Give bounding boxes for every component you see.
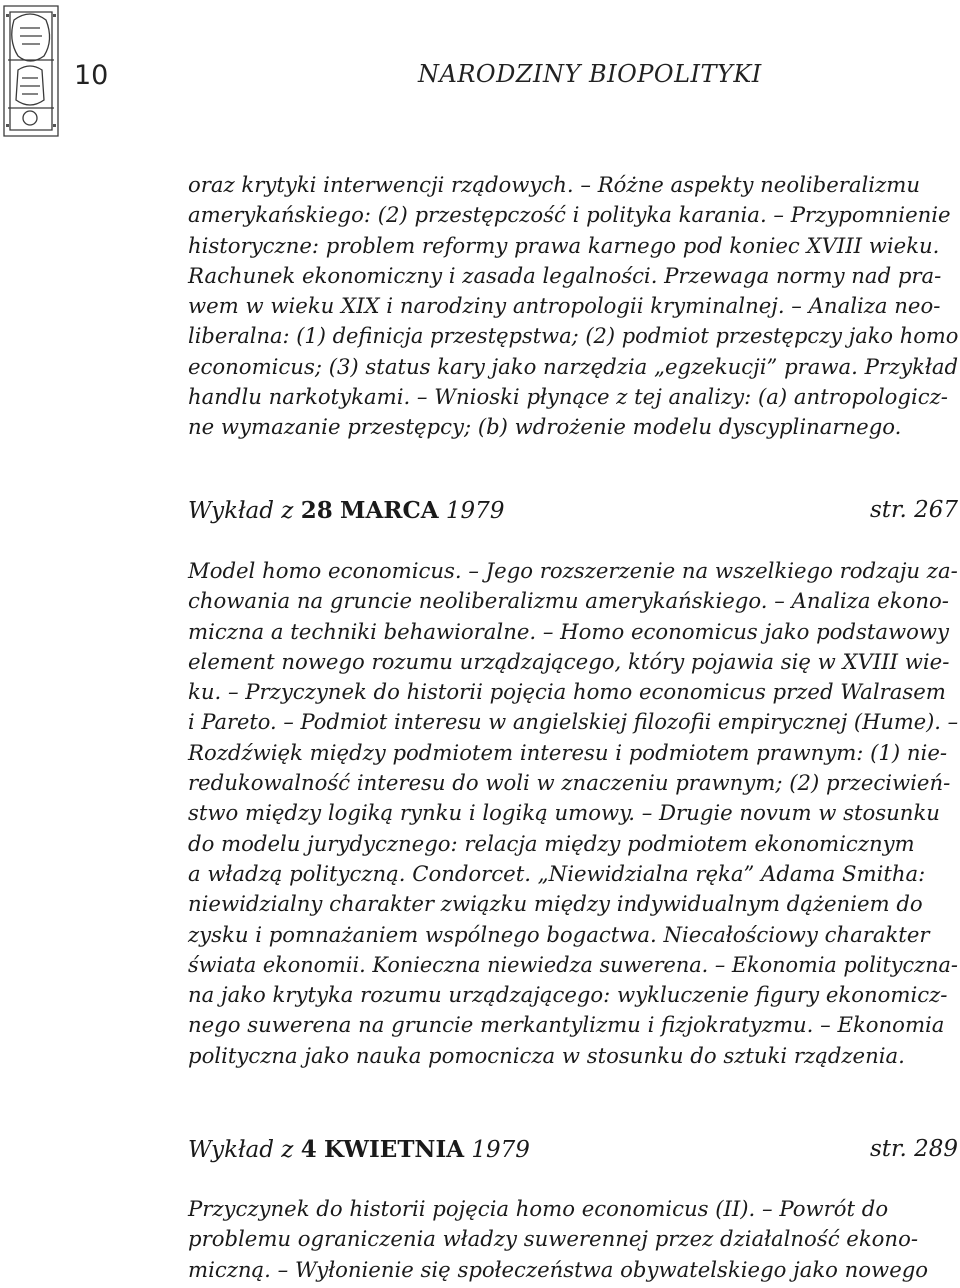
lecture-month: KWIETNIA <box>324 1136 465 1163</box>
lecture-heading-april <box>188 1136 958 1166</box>
lecture-heading-march <box>188 497 958 527</box>
text-line: a władzą polityczną. Condorcet. „Niewidzialna ręka” Adama Smitha: <box>188 860 926 886</box>
text-line: problemu ograniczenia władzy suwerennej przez działalność ekono- <box>188 1226 918 1252</box>
text-line: miczna a techniki behawioralne. – Homo economicus jako podstawowy <box>188 618 949 644</box>
lecture-prefix: Wykład z <box>188 498 301 524</box>
lecture-title <box>188 1136 530 1163</box>
running-head: NARODZINY BIOPOLITYKI <box>418 60 762 88</box>
text-line: niewidzialny charakter związku między indywidualnym dążeniem do <box>188 891 923 917</box>
text-line: do modelu jurydycznego: relacja między podmiotem ekonomicznym <box>188 830 915 856</box>
text-line: chowania na gruncie neoliberalizmu amerykańskiego. – Analiza ekono- <box>188 588 949 614</box>
ornament-image <box>0 0 62 142</box>
text-line: Model homo economicus. – Jego rozszerzenie na wszelkiego rodzaju za- <box>188 558 958 583</box>
lecture-day: 4 <box>300 1136 317 1163</box>
text-line: Rachunek ekonomiczny i zasada legalności. Przewaga normy nad pra- <box>188 262 942 288</box>
corner-ornament <box>0 0 62 142</box>
text-line: redukowalność interesu do woli w znaczeniu prawnym; (2) przeciwień- <box>188 770 951 796</box>
text-line: oraz krytyki interwencji rządowych. – Różne aspekty neoliberalizmu <box>188 172 920 197</box>
text-line: nego suwerena na gruncie merkantylizmu i fizjokratyzmu. – Ekonomia <box>188 1012 945 1038</box>
text-line: ne wymazanie przestępcy; (b) wdrożenie modelu dyscyplinarnego. <box>188 414 902 440</box>
march-summary-paragraph <box>188 556 958 1071</box>
text-line: ku. – Przyczynek do historii pojęcia homo economicus przed Walrasem <box>188 679 946 705</box>
lecture-page-ref: str. 289 <box>869 1136 958 1162</box>
continuation-paragraph <box>188 170 958 443</box>
text-line: historyczne: problem reformy prawa karnego pod koniec XVIII wieku. <box>188 232 940 258</box>
text-line: economicus; (3) status kary jako narzędzia „egzekucji” prawa. Przykład <box>188 353 959 379</box>
page-number: 10 <box>74 60 109 91</box>
text-line: na jako krytyka rozumu urządzającego: wykluczenie figury ekonomicz- <box>188 982 948 1008</box>
lecture-day: 28 <box>300 497 333 524</box>
text-line: świata ekonomii. Konieczna niewiedza suwerena. – Ekonomia polityczna- <box>188 951 958 977</box>
text-line: zysku i pomnażaniem wspólnego bogactwa. Niecałościowy charakter <box>188 921 930 947</box>
lecture-year: 1979 <box>438 498 505 524</box>
text-line: miczną. – Wyłonienie się społeczeństwa obywatelskiego jako nowego <box>188 1256 929 1282</box>
text-line: polityczna jako nauka pomocnicza w stosunku do sztuki rządzenia. <box>188 1042 905 1068</box>
text-line: stwo między logiką rynku i logiką umowy. – Drugie novum w stosunku <box>188 800 940 826</box>
text-line: liberalna: (1) definicja przestępstwa; (2) podmiot przestępczy jako homo <box>188 323 959 349</box>
lecture-title <box>188 497 504 524</box>
text-line: element nowego rozumu urządzającego, który pojawia się w XVIII wie- <box>188 648 950 674</box>
text-line: Rozdźwięk między podmiotem interesu i podmiotem prawnym: (1) nie- <box>188 739 948 765</box>
text-line: i Pareto. – Podmiot interesu w angielskiej filozofii empirycznej (Hume). – <box>188 709 959 735</box>
lecture-prefix: Wykład z <box>188 1137 301 1163</box>
lecture-month: MARCA <box>340 497 439 524</box>
text-line: wem w wieku XIX i narodziny antropologii kryminalnej. – Analiza neo- <box>188 293 941 319</box>
april-summary-paragraph <box>188 1194 958 1285</box>
lecture-page-ref: str. 267 <box>869 497 958 523</box>
text-line: amerykańskiego: (2) przestępczość i polityka karania. – Przypomnienie <box>188 202 951 228</box>
text-line: Przyczynek do historii pojęcia homo economicus (II). – Powrót do <box>188 1196 889 1221</box>
text-line: handlu narkotykami. – Wnioski płynące z tej analizy: (a) antropologicz- <box>188 384 948 410</box>
lecture-year: 1979 <box>464 1137 530 1163</box>
